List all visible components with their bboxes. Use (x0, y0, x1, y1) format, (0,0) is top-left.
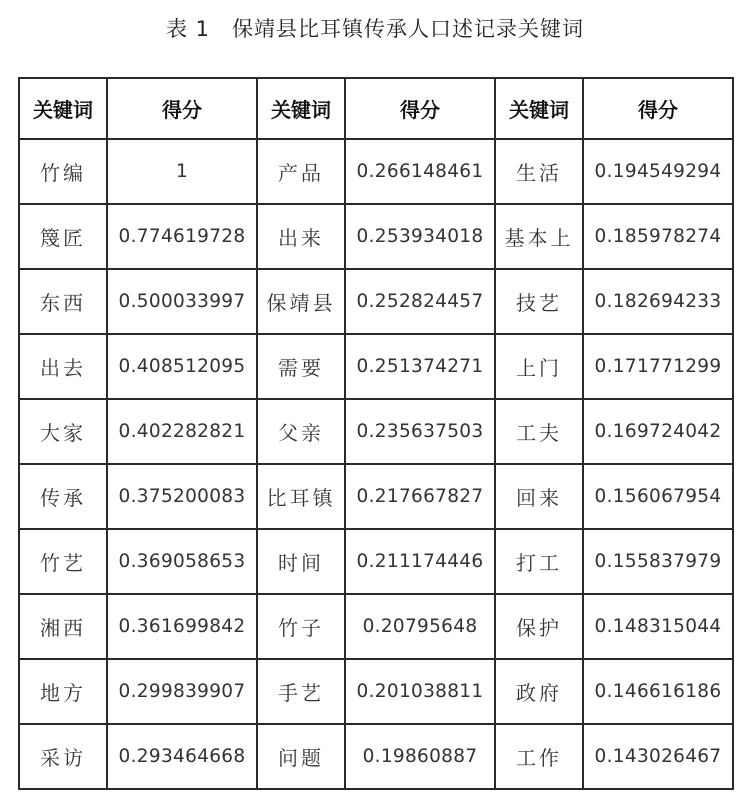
keyword-cell: 竹子 (257, 594, 345, 659)
keyword-cell: 出来 (257, 204, 345, 269)
keyword-cell: 传承 (19, 464, 107, 529)
keyword-score-table (18, 77, 734, 790)
score-cell: 0.20795648 (345, 594, 495, 659)
table-row (19, 139, 733, 204)
score-cell: 0.19860887 (345, 724, 495, 789)
score-cell: 1 (107, 139, 257, 204)
keyword-cell: 回来 (495, 464, 583, 529)
keyword-cell: 技艺 (495, 269, 583, 334)
score-cell: 0.500033997 (107, 269, 257, 334)
table-caption: 表 1 保靖县比耳镇传承人口述记录关键词 (165, 17, 585, 41)
score-cell: 0.155837979 (583, 529, 733, 594)
keyword-cell: 工夫 (495, 399, 583, 464)
keyword-cell: 大家 (19, 399, 107, 464)
keyword-cell: 生活 (495, 139, 583, 204)
score-cell: 0.169724042 (583, 399, 733, 464)
column-header-score: 得分 (345, 78, 495, 139)
keyword-cell: 产品 (257, 139, 345, 204)
score-cell: 0.299839907 (107, 659, 257, 724)
score-cell: 0.211174446 (345, 529, 495, 594)
table-row (19, 269, 733, 334)
column-header-keyword: 关键词 (19, 78, 107, 139)
score-cell: 0.182694233 (583, 269, 733, 334)
score-cell: 0.361699842 (107, 594, 257, 659)
keyword-cell: 保靖县 (257, 269, 345, 334)
table-row (19, 334, 733, 399)
keyword-cell: 问题 (257, 724, 345, 789)
score-cell: 0.251374271 (345, 334, 495, 399)
score-cell: 0.266148461 (345, 139, 495, 204)
keyword-cell: 上门 (495, 334, 583, 399)
keyword-cell: 基本上 (495, 204, 583, 269)
score-cell: 0.143026467 (583, 724, 733, 789)
score-cell: 0.293464668 (107, 724, 257, 789)
table-row (19, 529, 733, 594)
score-cell: 0.201038811 (345, 659, 495, 724)
score-cell: 0.402282821 (107, 399, 257, 464)
table-body (19, 139, 733, 789)
score-cell: 0.217667827 (345, 464, 495, 529)
score-cell: 0.252824457 (345, 269, 495, 334)
column-header-keyword: 关键词 (257, 78, 345, 139)
score-cell: 0.185978274 (583, 204, 733, 269)
keyword-cell: 时间 (257, 529, 345, 594)
score-cell: 0.408512095 (107, 334, 257, 399)
column-header-score: 得分 (107, 78, 257, 139)
keyword-cell: 需要 (257, 334, 345, 399)
score-cell: 0.253934018 (345, 204, 495, 269)
table-row (19, 594, 733, 659)
keyword-cell: 竹艺 (19, 529, 107, 594)
keyword-cell: 工作 (495, 724, 583, 789)
table-row (19, 204, 733, 269)
keyword-cell: 手艺 (257, 659, 345, 724)
score-cell: 0.369058653 (107, 529, 257, 594)
score-cell: 0.171771299 (583, 334, 733, 399)
table-row (19, 724, 733, 789)
keyword-cell: 篾匠 (19, 204, 107, 269)
keyword-cell: 打工 (495, 529, 583, 594)
keyword-cell: 出去 (19, 334, 107, 399)
score-cell: 0.146616186 (583, 659, 733, 724)
table-row (19, 464, 733, 529)
keyword-cell: 地方 (19, 659, 107, 724)
keyword-cell: 东西 (19, 269, 107, 334)
keyword-cell: 保护 (495, 594, 583, 659)
keyword-cell: 湘西 (19, 594, 107, 659)
score-cell: 0.375200083 (107, 464, 257, 529)
score-cell: 0.235637503 (345, 399, 495, 464)
keyword-cell: 政府 (495, 659, 583, 724)
table-row (19, 659, 733, 724)
table-row (19, 399, 733, 464)
score-cell: 0.194549294 (583, 139, 733, 204)
keyword-cell: 竹编 (19, 139, 107, 204)
column-header-score: 得分 (583, 78, 733, 139)
keyword-cell: 比耳镇 (257, 464, 345, 529)
keyword-cell: 父亲 (257, 399, 345, 464)
keyword-cell: 采访 (19, 724, 107, 789)
score-cell: 0.148315044 (583, 594, 733, 659)
score-cell: 0.774619728 (107, 204, 257, 269)
column-header-keyword: 关键词 (495, 78, 583, 139)
table-header-row (19, 78, 733, 139)
score-cell: 0.156067954 (583, 464, 733, 529)
